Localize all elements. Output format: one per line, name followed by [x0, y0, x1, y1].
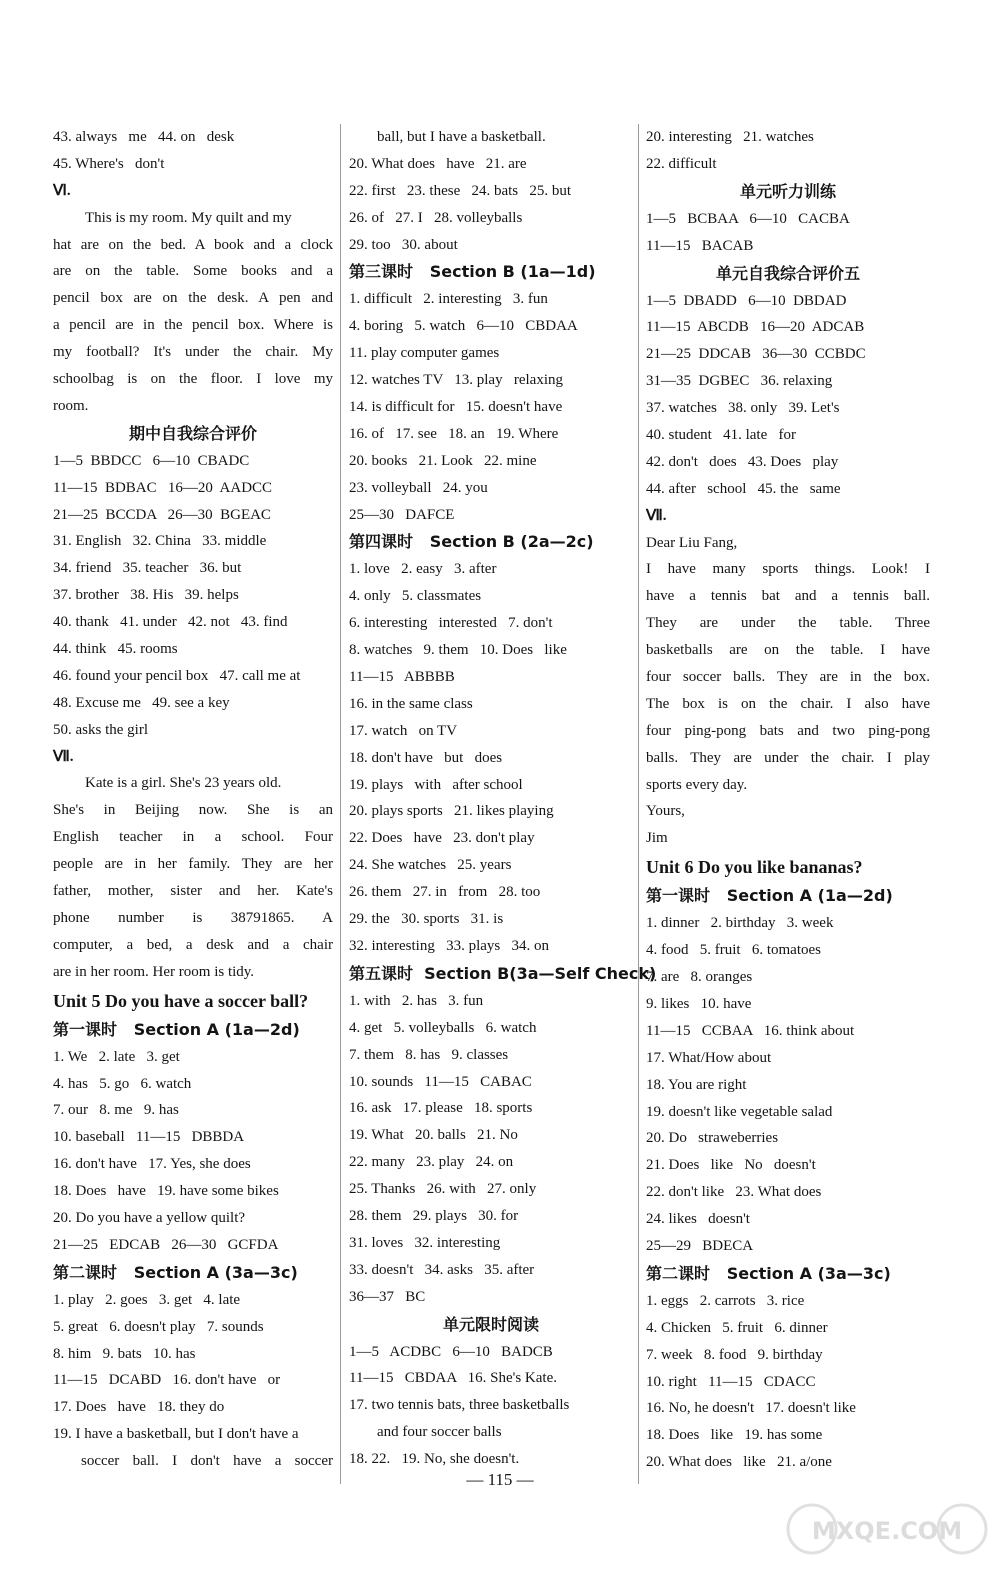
answer-line: 18. 22. 19. No, she doesn't. [349, 1451, 520, 1468]
answer-line: 1. difficult 2. interesting 3. fun [349, 291, 548, 308]
answer-line: 1. play 2. goes 3. get 4. late [53, 1291, 241, 1308]
answer-line: 31—35 DGBEC 36. relaxing [646, 373, 833, 390]
answer-line: 5. great 6. doesn't play 7. sounds [53, 1318, 264, 1335]
answer-line: 19. What 20. balls 21. No [349, 1127, 518, 1144]
answer-line: 44. after school 45. the same [646, 480, 841, 497]
passage-line: my football? It's under the chair. My [53, 344, 333, 361]
answer-line: 1. with 2. has 3. fun [349, 992, 484, 1009]
passage-line: father, mother, sister and her. Kate's [53, 883, 333, 900]
answer-line: Yours, [646, 803, 685, 820]
answer-line: 16. in the same class [349, 695, 473, 712]
answer-line: 48. Excuse me 49. see a key [53, 694, 230, 711]
passage-line: She's in Beijing now. She is an [53, 802, 333, 819]
answer-line: 7. our 8. me 9. has [53, 1102, 179, 1119]
answer-line: 10. baseball 11—15 DBBDA [53, 1129, 245, 1146]
answer-line: 8. watches 9. them 10. Does like [349, 642, 567, 659]
unit-title: Unit 5 Do you have a soccer ball? [53, 990, 309, 1011]
passage-line: Kate is a girl. She's 23 years old. [85, 775, 282, 792]
answer-line: 10. right 11—15 CDACC [646, 1373, 816, 1390]
answer-column-1 [53, 124, 333, 1475]
answer-line: 1—5 ACDBC 6—10 BADCB [349, 1343, 553, 1360]
answer-line: 7. them 8. has 9. classes [349, 1046, 509, 1063]
answer-line: 29. the 30. sports 31. is [349, 911, 504, 928]
answer-line: 50. asks the girl [53, 721, 148, 738]
passage-line: schoolbag is on the floor. I love my [53, 371, 333, 388]
answer-line: 18. Does like 19. has some [646, 1427, 823, 1444]
answer-line: room. [53, 397, 89, 414]
answer-line: 11—15 BDBAC 16—20 AADCC [53, 479, 273, 496]
answer-line: 25. Thanks 26. with 27. only [349, 1181, 537, 1198]
answer-line: 20. interesting 21. watches [646, 129, 814, 145]
answer-line: 21—25 BCCDA 26—30 BGEAC [53, 506, 271, 523]
answer-line: 1—5 BCBAA 6—10 CACBA [646, 210, 850, 227]
passage-line: phone number is 38791865. A [53, 909, 333, 926]
passage-line: four soccer balls. They are in the box. [646, 669, 930, 686]
passage-line: I have many sports things. Look! I [646, 561, 930, 578]
answer-line: 22. don't like 23. What does [646, 1184, 822, 1201]
answer-line: 40. thank 41. under 42. not 43. find [53, 614, 288, 631]
watermark-text: MXQE.COM [811, 1517, 963, 1545]
lesson-heading: 第二课时 Section A (3a—3c) [53, 1262, 298, 1282]
answer-line: Dear Liu Fang, [646, 534, 738, 551]
answer-continuation-line: and four soccer balls [377, 1424, 502, 1441]
answer-line: 11. play computer games [349, 345, 500, 362]
passage-line: basketballs are on the table. I have [646, 642, 930, 659]
passage-line: pencil box are on the desk. A pen and [53, 290, 333, 307]
answer-line: 44. think 45. rooms [53, 641, 178, 658]
answer-line: 4. food 5. fruit 6. tomatoes [646, 942, 821, 959]
passage-line: are on the table. Some books and a [53, 263, 333, 280]
answer-line: 4. has 5. go 6. watch [53, 1075, 192, 1092]
answer-line: 21. Does like No doesn't [646, 1157, 816, 1174]
passage-line: They are under the table. Three [646, 615, 930, 632]
section-heading: 期中自我综合评价 [128, 423, 257, 443]
lesson-heading: 第四课时 Section B (2a—2c) [349, 532, 594, 552]
passage-line: This is my room. My quilt and my [85, 209, 292, 226]
answer-line: 20. What does have 21. are [349, 155, 527, 172]
page-number: — 115 — [466, 1470, 534, 1489]
answer-line: 37. brother 38. His 39. helps [53, 587, 239, 604]
lesson-heading: 第二课时 Section A (3a—3c) [646, 1263, 891, 1283]
part-number: Ⅵ. [53, 182, 71, 199]
passage-line: hat are on the bed. A book and a clock [53, 236, 333, 253]
answer-line: 25—29 BDECA [646, 1237, 754, 1254]
answer-line: 26. of 27. I 28. volleyballs [349, 209, 523, 226]
answer-line: 16. of 17. see 18. an 19. Where [349, 425, 559, 442]
answer-line: 17. Does have 18. they do [53, 1399, 225, 1416]
part-number: Ⅶ. [53, 748, 74, 765]
answer-line: 4. boring 5. watch 6—10 CBDAA [349, 318, 578, 335]
passage-line: The box is on the chair. I also have [646, 695, 930, 712]
answer-line: 22. many 23. play 24. on [349, 1154, 514, 1171]
answer-line: 33. doesn't 34. asks 35. after [349, 1261, 535, 1278]
answer-line: 11—15 ABBBB [349, 669, 455, 686]
answer-line: 26. them 27. in from 28. too [349, 884, 541, 901]
answer-line: 19. plays with after school [349, 776, 523, 793]
answer-line: 22. Does have 23. don't play [349, 830, 535, 847]
answer-line: 16. No, he doesn't 17. doesn't like [646, 1400, 856, 1417]
answer-line: 1. dinner 2. birthday 3. week [646, 915, 834, 932]
answer-column-3 [646, 124, 930, 1476]
answer-line: 20. What does like 21. a/one [646, 1454, 832, 1471]
watermark-logo [782, 1499, 992, 1559]
lesson-heading: 第三课时 Section B (1a—1d) [349, 262, 596, 282]
answer-line: 22. difficult [646, 155, 717, 172]
answer-line: 45. Where's don't [53, 155, 165, 172]
lesson-heading: 第五课时 Section B(3a—Self Check) [349, 963, 657, 983]
passage-line: people are in her family. They are her [53, 856, 333, 873]
answer-line: 9. likes 10. have [646, 995, 752, 1012]
answer-line: are in her room. Her room is tidy. [53, 963, 255, 980]
passage-line: four ping-pong bats and two ping-pong [646, 722, 930, 739]
answer-line: 1—5 DBADD 6—10 DBDAD [646, 292, 847, 309]
section-heading: 单元听力训练 [739, 181, 836, 201]
answer-line: 46. found your pencil box 47. call me at [53, 667, 301, 684]
answer-line: 31. loves 32. interesting [349, 1234, 501, 1251]
answer-line: 40. student 41. late for [646, 427, 796, 444]
answer-line: 4. only 5. classmates [349, 588, 482, 605]
answer-line: 31. English 32. China 33. middle [53, 533, 267, 550]
answer-line: 8. him 9. bats 10. has [53, 1345, 196, 1362]
answer-line: 28. them 29. plays 30. for [349, 1207, 519, 1224]
answer-line: 20. Do you have a yellow quilt? [53, 1209, 246, 1226]
answer-line: 17. watch on TV [349, 722, 458, 739]
answer-line: 24. likes doesn't [646, 1211, 750, 1228]
answer-line: 18. You are right [646, 1076, 747, 1093]
answer-line: 43. always me 44. on desk [53, 129, 235, 145]
answer-line: 25—30 DAFCE [349, 506, 455, 523]
passage-line: a pencil are in the pencil box. Where is [53, 317, 333, 334]
lesson-heading: 第一课时 Section A (1a—2d) [646, 886, 893, 906]
answer-line: 11—15 CCBAA 16. think about [646, 1022, 855, 1039]
passage-line: have a tennis bat and a tennis ball. [646, 588, 930, 605]
part-number: Ⅶ. [646, 507, 667, 524]
answer-line: 4. Chicken 5. fruit 6. dinner [646, 1319, 828, 1336]
answer-line: 4. get 5. volleyballs 6. watch [349, 1019, 537, 1036]
answer-line: 12. watches TV 13. play relaxing [349, 372, 563, 389]
answer-line: 20. Do straweberries [646, 1130, 779, 1147]
unit-title: Unit 6 Do you like bananas? [646, 857, 863, 878]
answer-line: 11—15 DCABD 16. don't have or [53, 1372, 281, 1389]
answer-continuation-line: soccer ball. I don't have a soccer [81, 1453, 333, 1470]
answer-line: 16. ask 17. please 18. sports [349, 1100, 533, 1117]
answer-line: 18. don't have but does [349, 749, 503, 766]
column-divider-1 [340, 124, 341, 1484]
answer-continuation-line: ball, but I have a basketball. [377, 129, 546, 145]
answer-line: 20. books 21. Look 22. mine [349, 452, 537, 469]
answer-line: 19. doesn't like vegetable salad [646, 1103, 833, 1120]
passage-line: computer, a bed, a desk and a chair [53, 936, 333, 953]
answer-line: 22. first 23. these 24. bats 25. but [349, 182, 572, 199]
answer-line: 10. sounds 11—15 CABAC [349, 1073, 532, 1090]
answer-line: 21—25 DDCAB 36—30 CCBDC [646, 346, 866, 363]
answer-line: 20. plays sports 21. likes playing [349, 803, 554, 820]
answer-line: 19. I have a basketball, but I don't have a [53, 1426, 299, 1443]
answer-line: 6. interesting interested 7. don't [349, 615, 553, 632]
answer-line: 24. She watches 25. years [349, 857, 512, 874]
section-heading: 单元自我综合评价五 [715, 263, 860, 283]
answer-line: 17. two tennis bats, three basketballs [349, 1397, 570, 1414]
answer-line: 14. is difficult for 15. doesn't have [349, 399, 563, 416]
answer-line: 32. interesting 33. plays 34. on [349, 937, 549, 954]
answer-line: 29. too 30. about [349, 236, 458, 253]
answer-line: 7. week 8. food 9. birthday [646, 1346, 823, 1363]
answer-line: 36—37 BC [349, 1288, 426, 1305]
answer-line: 34. friend 35. teacher 36. but [53, 560, 242, 577]
answer-line: 1. love 2. easy 3. after [349, 561, 497, 578]
answer-line: 1. We 2. late 3. get [53, 1048, 180, 1065]
answer-line: 1. eggs 2. carrots 3. rice [646, 1292, 805, 1309]
answer-line: sports every day. [646, 776, 748, 793]
answer-line: 21—25 EDCAB 26—30 GCFDA [53, 1236, 279, 1253]
answer-line: 42. don't does 43. Does play [646, 453, 839, 470]
answer-line: 1—5 BBDCC 6—10 CBADC [53, 452, 250, 469]
lesson-heading: 第一课时 Section A (1a—2d) [53, 1019, 300, 1039]
answer-line: Jim [646, 830, 668, 847]
column-divider-2 [638, 124, 639, 1484]
answer-line: 11—15 CBDAA 16. She's Kate. [349, 1370, 557, 1387]
answer-line: 11—15 ABCDB 16—20 ADCAB [646, 319, 865, 336]
answer-line: 16. don't have 17. Yes, she does [53, 1156, 251, 1173]
answer-line: 17. What/How about [646, 1049, 772, 1066]
passage-line: balls. They are under the chair. I play [646, 749, 930, 766]
answer-line: 18. Does have 19. have some bikes [53, 1183, 279, 1200]
passage-line: English teacher in a school. Four [53, 829, 333, 846]
answer-line: 11—15 BACAB [646, 237, 754, 254]
answer-line: 23. volleyball 24. you [349, 479, 488, 496]
section-heading: 单元限时阅读 [442, 1314, 539, 1334]
answer-line: 7. are 8. oranges [646, 969, 753, 986]
answer-line: 37. watches 38. only 39. Let's [646, 400, 840, 417]
